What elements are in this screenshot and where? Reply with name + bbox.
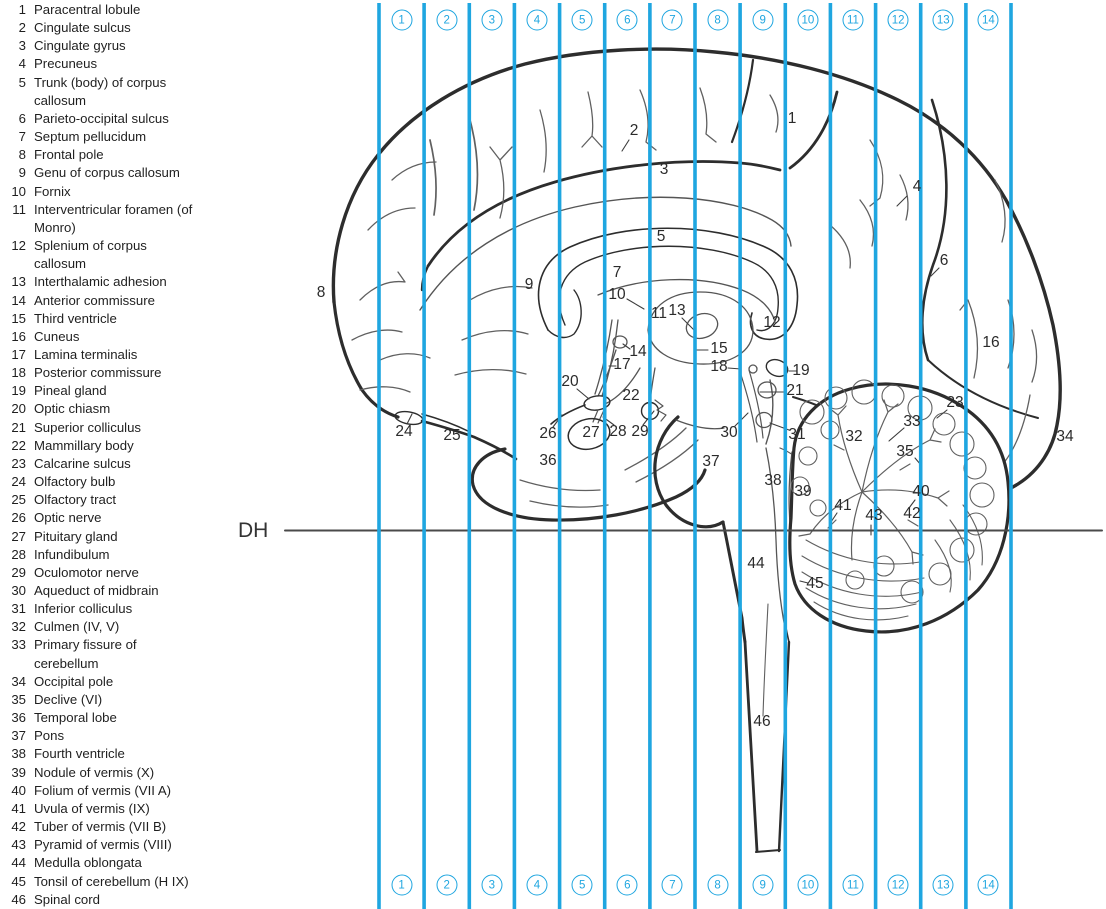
figure-number-label: 16 [982,334,1000,351]
legend-item-label: Tonsil of cerebellum (H IX) [34,873,189,889]
figure-number-label: 10 [608,286,626,303]
figure-number-label: 11 [650,305,668,322]
legend-item [4,110,234,128]
legend-item [4,437,234,455]
legend-item-number: 3 [18,38,26,54]
legend-item-number: 38 [11,746,26,762]
legend-item-label: Optic chiasm [34,401,111,417]
legend-item-number: 4 [18,56,26,72]
legend-item [4,491,234,509]
figure-number-label: 40 [912,483,930,500]
dh-label: DH [238,519,269,542]
superior-colliculus [758,382,776,398]
legend-item-label: Aqueduct of midbrain [34,583,159,598]
legend-item-number: 40 [11,782,26,798]
figure-number-label: 26 [539,425,557,442]
legend-item [4,364,234,382]
legend-item [4,55,234,73]
legend-item-label: Olfactory bulb [34,474,116,490]
legend-item-number: 18 [11,365,26,381]
legend-item [4,564,234,582]
figure-number-label: 6 [939,252,949,269]
legend-item-label: Septum pellucidum [34,129,147,145]
legend-item-number: 43 [11,837,26,853]
ruler-bottom-number: 2 [436,875,457,896]
legend-item [4,782,234,800]
legend-item-label: Declive (VI) [34,691,103,707]
legend-item [4,310,234,328]
legend-item-number: 26 [11,510,26,526]
legend-item-label: Interthalamic adhesion [34,274,167,290]
figure-number-label: 39 [794,483,812,500]
figure-number-label: 14 [629,343,647,360]
figure-number-label: 28 [609,423,627,440]
legend-item-number: 24 [11,474,26,490]
figure-number-label: 38 [764,472,782,489]
legend-item-label: Pyramid of vermis (VIII) [34,837,172,853]
figure-number-label: 13 [668,302,686,319]
figure-number-label: 46 [753,713,771,730]
pons-outline [655,417,723,527]
ruler-top-number: 6 [617,10,638,31]
legend-item-label: Superior colliculus [34,419,142,435]
legend-item [4,237,234,273]
legend-item-label: Optic nerve [34,510,102,526]
legend-item [4,328,234,346]
spinal-cord [745,642,757,851]
figure-number-label: 42 [903,505,921,522]
legend-item-label: Third ventricle [34,310,117,326]
figure-number-label: 17 [613,356,631,373]
ruler-bottom-number: 8 [707,875,728,896]
figure-number-label: 20 [561,373,579,390]
legend-item-number: 21 [11,419,26,435]
legend-item-label: Nodule of vermis (X) [34,764,155,780]
ruler-top-number: 3 [481,10,502,31]
ruler-top-number: 7 [662,10,683,31]
figure-number-label: 22 [622,387,640,404]
legend-item-number: 15 [11,310,26,326]
legend-item-number: 33 [11,637,26,653]
ruler-bottom-number: 11 [843,875,864,896]
legend-item-label: Paracentral lobule [34,2,141,17]
legend-item-number: 1 [18,2,26,17]
legend-item [4,800,234,818]
ruler-bottom-number: 12 [888,875,909,896]
legend-item [4,546,234,564]
figure-number-label: 24 [395,423,413,440]
interthalamic-adhesion [683,310,721,343]
legend-item-label: Frontal pole [34,147,104,163]
figure-number-label: 41 [834,497,852,514]
legend-item-number: 34 [11,673,26,689]
legend-item [4,836,234,854]
figure-number-label: 33 [903,413,921,430]
ruler-bottom-number: 4 [527,875,548,896]
legend-item-label: Pituitary gland [34,528,118,544]
ruler-top-number: 12 [888,10,909,31]
legend-item [4,727,234,745]
legend-item-number: 35 [11,691,26,707]
figure-number-label: 9 [524,276,534,293]
legend-item-label: Primary fissure of cerebellum [34,637,137,671]
legend-item [4,19,234,37]
legend-item [4,74,234,110]
legend-item-number: 39 [11,764,26,780]
posterior-commissure [749,365,757,373]
figure-number-label: 37 [702,453,720,470]
ruler-top-number: 9 [752,10,773,31]
legend-item [4,854,234,872]
legend-item-label: Fornix [34,183,71,199]
legend-item-number: 30 [11,583,26,598]
legend-item-label: Medulla oblongata [34,855,142,871]
legend-item [4,128,234,146]
ruler-bottom-number: 10 [797,875,818,896]
figure-number-label: 18 [710,358,728,375]
legend-item [4,636,234,672]
legend-item-label: Genu of corpus callosum [34,165,180,181]
legend-item-label: Calcarine sulcus [34,455,131,471]
ruler-top-number: 14 [978,10,999,31]
oculomotor-nerve [655,400,666,421]
legend-item [4,201,234,237]
legend-item-label: Posterior commissure [34,365,162,381]
legend-item-label: Uvula of vermis (IX) [34,800,150,816]
legend-item [4,473,234,491]
legend-item-label: Interventricular foramen (of Monro) [34,201,193,235]
ruler-top-number: 5 [572,10,593,31]
legend-item-label: Precuneus [34,56,98,72]
legend-item-label: Cingulate sulcus [34,20,131,36]
legend-item-number: 25 [11,492,26,508]
legend-item-label: Spinal cord [34,891,100,907]
legend-item [4,745,234,763]
legend-item-label: Inferior colliculus [34,601,133,617]
figure-number-label: 45 [806,575,824,592]
ruler-bottom-number: 9 [752,875,773,896]
legend-item-label: Lamina terminalis [34,346,138,362]
figure-number-label: 43 [865,507,883,524]
ruler-bottom-number: 5 [572,875,593,896]
figure-number-label: 12 [763,314,781,331]
legend-item-label: Tuber of vermis (VII B) [34,819,167,835]
ruler-bottom-number: 13 [933,875,954,896]
legend-item-label: Olfactory tract [34,492,117,508]
legend-item-number: 11 [12,201,26,217]
figure-number-label: 8 [316,284,326,301]
ruler-bottom-number: 7 [662,875,683,896]
legend-item-number: 13 [11,274,26,290]
legend-item-label: Temporal lobe [34,710,117,726]
legend-item-number: 19 [11,383,26,399]
figure-number-label: 5 [656,228,666,245]
inferior-colliculus [756,413,772,428]
legend-item-number: 22 [11,437,26,453]
legend-item [4,419,234,437]
legend-item-label: Parieto-occipital sulcus [34,110,169,126]
legend-item [4,618,234,636]
ruler-top-number: 4 [527,10,548,31]
figure-number-label: 19 [792,362,810,379]
legend-item [4,146,234,164]
legend-item [4,273,234,291]
legend-item [4,183,234,201]
ruler-top-number: 13 [933,10,954,31]
ruler-top-number: 1 [391,10,412,31]
legend-item [4,528,234,546]
legend-item [4,764,234,782]
legend-item [4,292,234,310]
figure-number-label: 25 [443,427,461,444]
ruler-top-number: 11 [843,10,864,31]
legend-item-number: 46 [11,891,26,907]
legend-item-number: 8 [18,147,26,163]
ruler-bottom-number: 3 [481,875,502,896]
legend-item-number: 27 [11,528,26,544]
legend-item-label: Fourth ventricle [34,746,125,762]
legend-item-number: 7 [18,129,26,145]
legend-item-number: 28 [11,546,26,562]
legend-item-number: 41 [11,800,26,816]
legend-item-label: Oculomotor nerve [34,564,139,580]
figure-number-label: 7 [612,264,622,281]
legend-item-label: Pineal gland [34,383,107,399]
figure-number-label: 21 [786,382,804,399]
legend-item-number: 29 [11,564,26,580]
figure-number-label: 29 [631,423,649,440]
legend-item-label: Trunk (body) of corpus callosum [34,74,167,108]
ruler-top-number: 2 [436,10,457,31]
legend-item [4,673,234,691]
legend-item [4,509,234,527]
ruler-bottom-number: 14 [978,875,999,896]
figure-number-label: 2 [629,122,639,139]
legend-item-label: Cingulate gyrus [34,38,126,54]
figure-number-label: 31 [788,426,806,443]
parieto-occipital-sulcus [922,100,946,360]
ruler-bottom-number: 1 [391,875,412,896]
legend-item [4,873,234,891]
legend-item [4,400,234,418]
legend-item-number: 12 [11,238,26,254]
figure-number-label: 36 [539,452,557,469]
legend-item-number: 9 [18,165,26,181]
legend-item-number: 10 [11,183,26,199]
legend-item [4,1,234,19]
legend-item-number: 2 [18,20,26,36]
legend-item-label: Occipital pole [34,673,114,689]
legend-item [4,346,234,364]
legend-item [4,691,234,709]
legend-item-number: 45 [11,873,26,889]
figure-number-label: 4 [912,178,922,195]
legend-item-label: Cuneus [34,328,80,344]
legend-item-label: Infundibulum [34,546,110,562]
figure-number-label: 23 [946,394,964,411]
legend-item [4,582,234,600]
legend-item-number: 6 [18,110,26,126]
legend-item-label: Mammillary body [34,437,134,453]
legend-item-number: 14 [11,292,26,308]
legend-item-number: 42 [11,819,26,835]
legend-item-number: 36 [11,710,26,726]
figure-number-label: 32 [845,428,863,445]
legend-item-label: Folium of vermis (VII A) [34,782,172,798]
legend-item [4,164,234,182]
figure-number-label: 34 [1056,428,1074,445]
legend [4,1,234,909]
legend-item-label: Splenium of corpus callosum [34,238,147,272]
legend-item [4,382,234,400]
legend-item [4,891,234,909]
figure-number-label: 27 [582,424,600,441]
thalamus-outline [648,292,753,364]
legend-item-number: 5 [18,74,26,90]
legend-item-label: Pons [34,728,65,744]
ruler-top-number: 8 [707,10,728,31]
legend-item-number: 17 [11,346,26,362]
figure-number-label: 15 [710,340,728,357]
legend-item-number: 16 [11,328,26,344]
ruler-bottom-number: 6 [617,875,638,896]
legend-item [4,455,234,473]
legend-item [4,709,234,727]
figure-number-label: 30 [720,424,738,441]
legend-item-number: 23 [11,455,26,471]
figure-number-label: 1 [787,110,797,127]
legend-item-number: 20 [11,401,26,417]
legend-item [4,37,234,55]
legend-item-number: 44 [11,855,26,871]
figure-number-label: 44 [747,555,765,572]
aqueduct [740,372,757,442]
legend-item-label: Anterior commissure [34,292,155,308]
ruler-top-number: 10 [797,10,818,31]
legend-item-number: 31 [11,601,26,617]
cerebellum-outline [790,384,1009,632]
legend-item-label: Culmen (IV, V) [34,619,120,635]
legend-item [4,818,234,836]
legend-item-number: 32 [11,619,26,635]
legend-item-number: 37 [11,728,26,744]
legend-item [4,600,234,618]
figure-number-label: 3 [659,161,669,178]
figure-number-label: 35 [896,443,914,460]
corpus-callosum-outer [539,228,798,339]
